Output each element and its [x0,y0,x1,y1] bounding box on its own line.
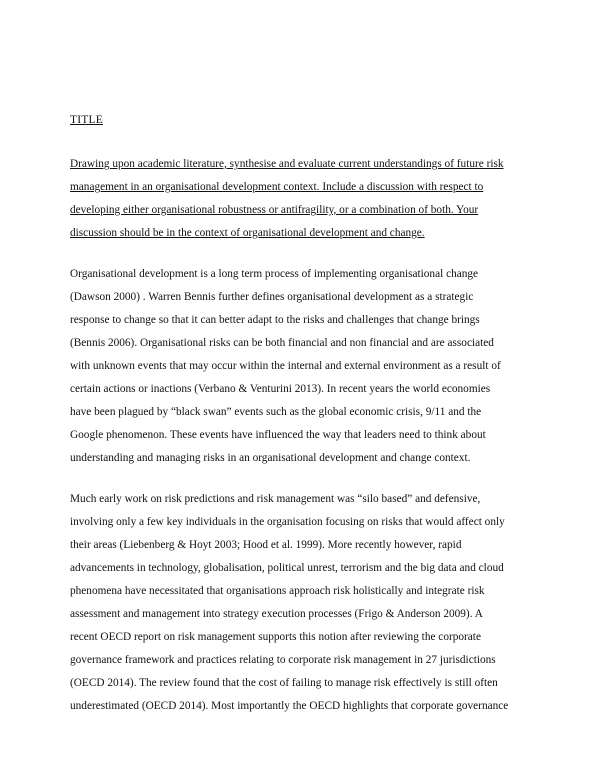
paragraph-1-line: (Bennis 2006). Organisational risks can be both financial and non financial and are associated [70,337,494,349]
paragraph-2-line: underestimated (OECD 2014). Most importantly the OECD highlights that corporate governance [70,700,509,712]
prompt-line: discussion should be in the context of organisational development and change. [70,227,425,239]
prompt-line: developing either organisational robustness or antifragility, or a combination of both. Your [70,204,479,216]
paragraph-1-line: Organisational development is a long term process of implementing organisational change [70,268,479,280]
paragraph-2-line: governance framework and practices relating to corporate risk management in 27 jurisdictions [70,654,496,666]
paragraph-1-line: (Dawson 2000) . Warren Bennis further defines organisational development as a strategic [70,291,474,303]
paragraph-2-line: their areas (Liebenberg & Hoyt 2003; Hood et al. 1999). More recently however, rapid [70,539,462,551]
paragraph-2-line: phenomena have necessitated that organisations approach risk holistically and integrate risk [70,585,485,597]
prompt-line: management in an organisational development context. Include a discussion with respect to [70,181,484,193]
paragraph-1-line: understanding and managing risks in an organisational development and change context. [70,452,471,464]
paragraph-1-line: with unknown events that may occur within the internal and external environment as a result of [70,360,501,372]
prompt-line: Drawing upon academic literature, synthesise and evaluate current understandings of future risk [70,158,504,170]
document-title: TITLE [70,114,103,126]
paragraph-2-line: advancements in technology, globalisation, political unrest, terrorism and the big data and cloud [70,562,504,574]
paragraph-1-line: response to change so that it can better adapt to the risks and challenges that change brings [70,314,480,326]
paragraph-1-line: Google phenomenon. These events have influenced the way that leaders need to think about [70,429,486,441]
paragraph-2-line: (OECD 2014). The review found that the cost of failing to manage risk effectively is still often [70,677,498,689]
paragraph-2-line: involving only a few key individuals in the organisation focusing on risks that would affect only [70,516,505,528]
paragraph-1-line: certain actions or inactions (Verbano & Venturini 2013). In recent years the world economies [70,383,491,395]
paragraph-2-line: recent OECD report on risk management supports this notion after reviewing the corporate [70,631,481,643]
paragraph-2-line: Much early work on risk predictions and risk management was “silo based” and defensive, [70,493,481,505]
paragraph-2-line: assessment and management into strategy execution processes (Frigo & Anderson 2009). A [70,608,483,620]
paragraph-1-line: have been plagued by “black swan” events such as the global economic crisis, 9/11 and the [70,406,482,418]
